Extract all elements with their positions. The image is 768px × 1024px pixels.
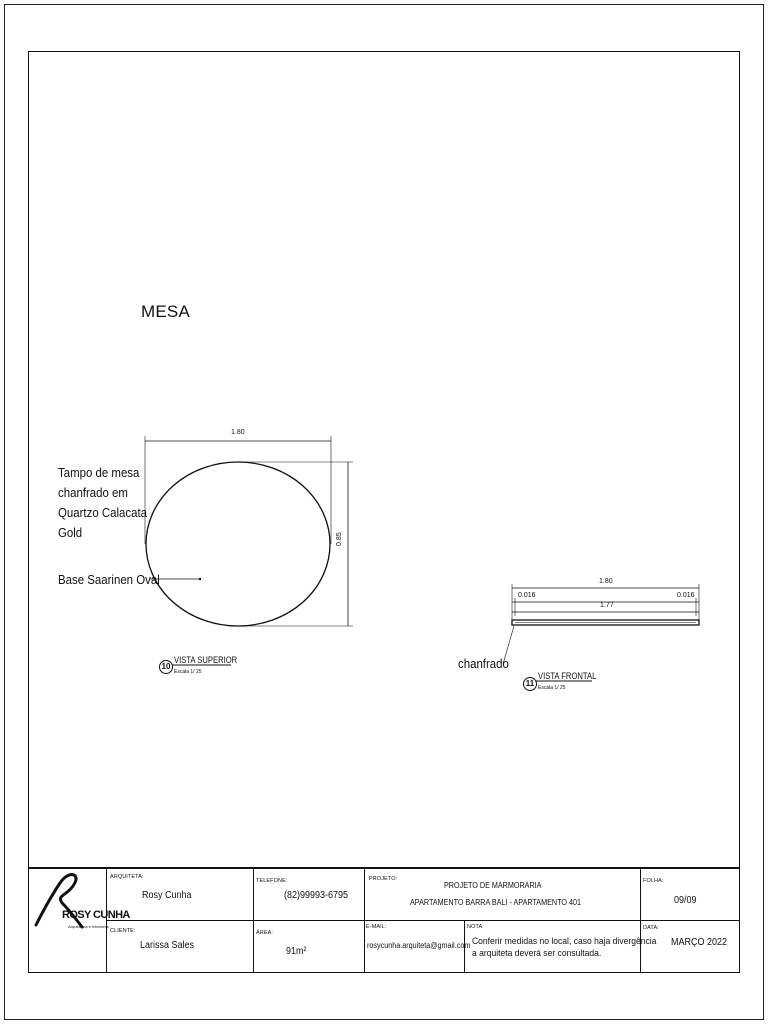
title-block-divider bbox=[364, 867, 365, 973]
tabletop-note-line: Gold bbox=[58, 525, 83, 540]
client-value: Larissa Sales bbox=[140, 940, 195, 951]
note-line-1: Conferir medidas no local, caso haja divergência bbox=[472, 936, 657, 947]
width-dimension-label: 1.80 bbox=[231, 429, 245, 436]
tabletop-note-line: chanfrado em bbox=[58, 485, 128, 500]
front-right-dimension-label: 0.016 bbox=[677, 592, 695, 599]
front-left-dimension-label: 0.016 bbox=[518, 592, 536, 599]
title-block bbox=[28, 867, 740, 973]
area-label: ÁREA: bbox=[256, 930, 274, 936]
title-block-divider bbox=[253, 867, 254, 973]
drawing-title: MESA bbox=[141, 302, 190, 321]
logo-tagline: Arquitetura e Interiores bbox=[68, 924, 109, 929]
front-view-badge: 11 bbox=[523, 677, 537, 691]
phone-value: (82)99993-6795 bbox=[284, 890, 349, 901]
front-total-dimension-label: 1.80 bbox=[599, 578, 613, 585]
sheet-value: 09/09 bbox=[674, 895, 697, 906]
depth-dimension-label: 0.85 bbox=[336, 532, 343, 546]
sheet-label: FOLHA: bbox=[643, 878, 664, 884]
date-label: DATA: bbox=[643, 925, 659, 931]
title-block-top-rule bbox=[28, 867, 740, 869]
architect-label: ARQUITETA: bbox=[110, 874, 144, 880]
date-value: MARÇO 2022 bbox=[671, 937, 728, 948]
email-value: rosycunha.arquiteta@gmail.com bbox=[367, 941, 471, 950]
logo-name: ROSY CUNHA bbox=[62, 909, 130, 921]
note-line-2: a arquiteta deverá ser consultada. bbox=[472, 948, 602, 959]
phone-label: TELEFONE: bbox=[256, 878, 288, 884]
tabletop-note-line: Tampo de mesa bbox=[58, 465, 140, 480]
front-inner-dimension-label: 1.77 bbox=[600, 602, 614, 609]
chamfer-label: chanfrado bbox=[458, 656, 509, 671]
project-line-1: PROJETO DE MARMORARIA bbox=[444, 881, 542, 890]
front-view-scale: Escala 1/ 25 bbox=[538, 685, 566, 691]
base-leader-dot bbox=[199, 578, 201, 580]
title-block-middle-rule bbox=[106, 920, 740, 921]
tabletop-outline bbox=[146, 462, 330, 626]
email-label: E-MAIL: bbox=[366, 924, 387, 930]
note-label: NOTA: bbox=[467, 924, 484, 930]
front-view-title: VISTA FRONTAL bbox=[538, 671, 597, 681]
tabletop-note-line: Quartzo Calacata bbox=[58, 505, 148, 520]
top-view-scale: Escala 1/ 25 bbox=[174, 669, 202, 675]
project-line-2: APARTAMENTO BARRA BALI - APARTAMENTO 401 bbox=[410, 898, 581, 907]
client-label: CLIENTE: bbox=[110, 928, 136, 934]
project-label: PROJETO: bbox=[369, 876, 398, 882]
base-label: Base Saarinen Oval bbox=[58, 572, 160, 587]
top-view-badge: 10 bbox=[159, 660, 173, 674]
architect-value: Rosy Cunha bbox=[142, 890, 192, 901]
area-value: 91m² bbox=[286, 946, 307, 957]
top-view-title: VISTA SUPERIOR bbox=[174, 655, 238, 665]
title-block-divider bbox=[640, 867, 641, 973]
